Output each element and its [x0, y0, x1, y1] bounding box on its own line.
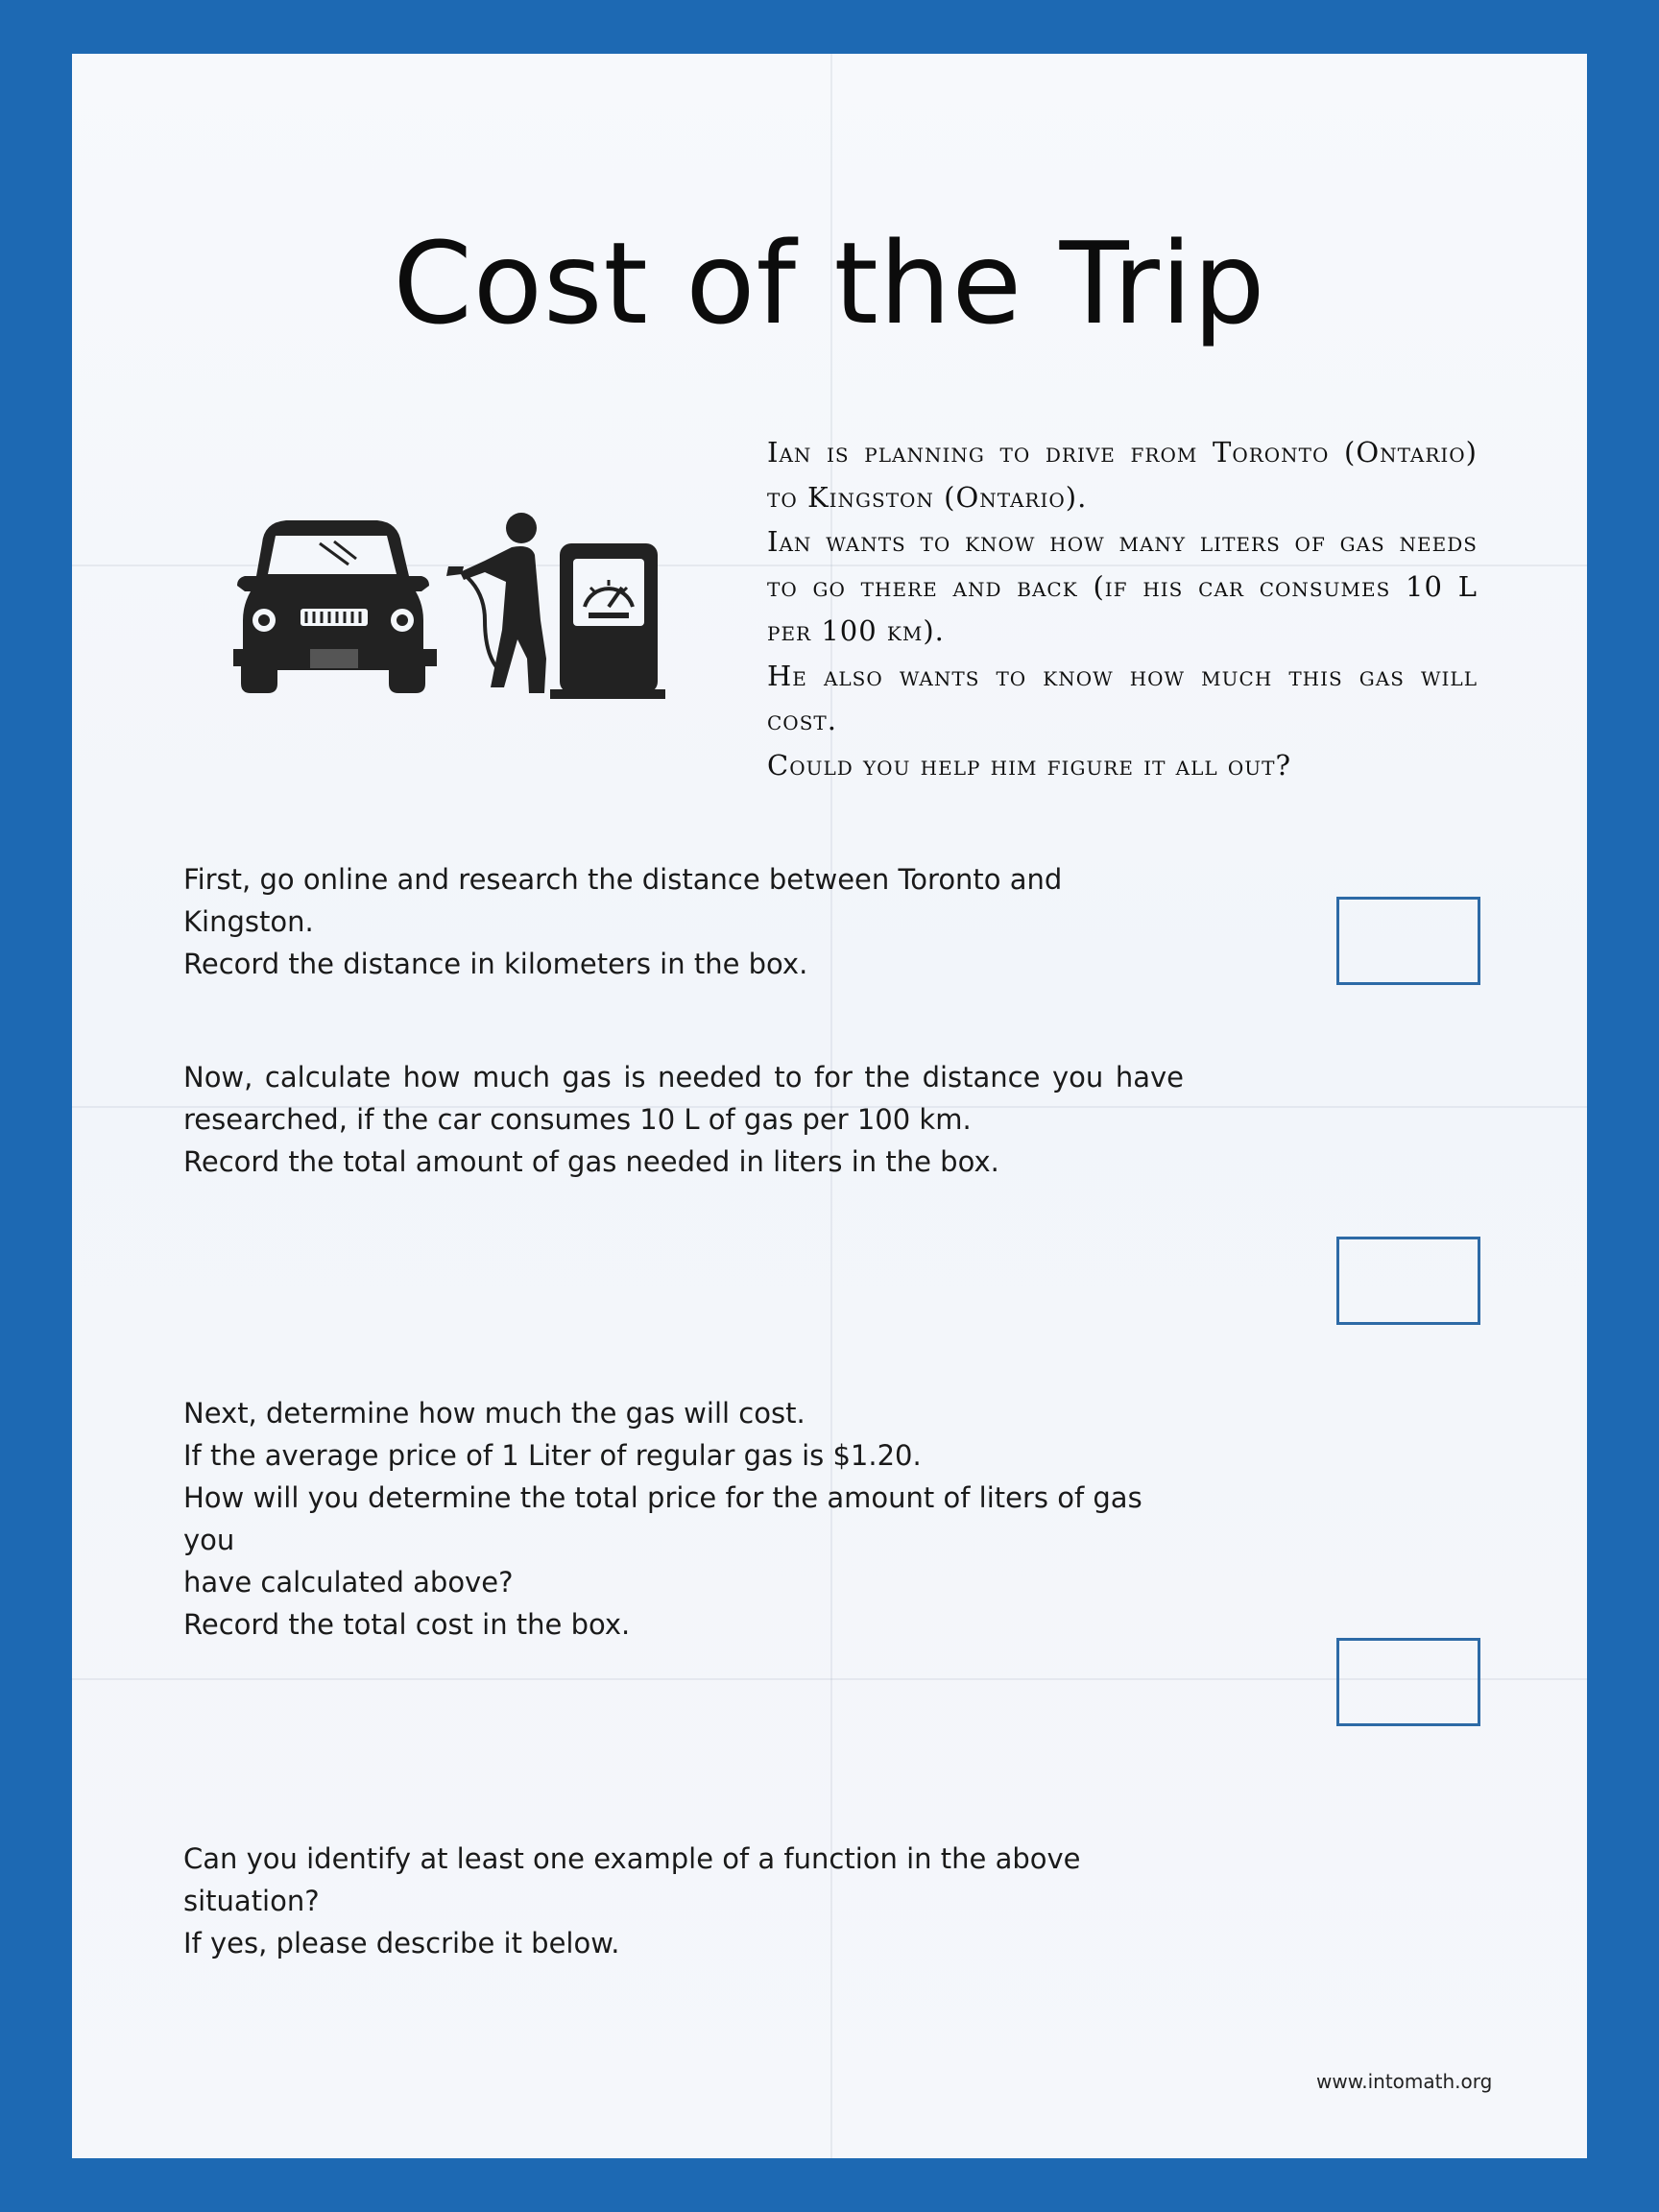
step-line: How will you determine the total price for the amount of liters of gas you [183, 1481, 1142, 1556]
step-line: Record the total cost in the box. [183, 1608, 631, 1641]
page-title: Cost of the Trip [393, 217, 1266, 349]
distance-answer-box[interactable] [1336, 897, 1480, 985]
gas-pump-icon [550, 543, 665, 699]
worksheet-page [72, 54, 1587, 2158]
step-line: researched, if the car consumes 10 L of gas per 100 km. [183, 1103, 972, 1136]
step-line: If the average price of 1 Liter of regular gas is $1.20. [183, 1439, 922, 1472]
step-4-function [183, 1838, 1184, 1964]
step-line: Now, calculate how much gas is needed to for the distance you have [183, 1061, 1184, 1094]
cost-answer-box[interactable] [1336, 1638, 1480, 1726]
refuel-illustration [233, 505, 665, 711]
step-line: Next, determine how much the gas will cost. [183, 1397, 805, 1430]
intro-line: Ian is planning to drive from Toronto (Ontario) to Kingston (Ontario). [767, 436, 1478, 514]
step-line: have calculated above? [183, 1566, 514, 1599]
step-line: Can you identify at least one example of a function in the above situation? [183, 1842, 1081, 1917]
step-3-cost [183, 1392, 1184, 1646]
step-line: If yes, please describe it below. [183, 1927, 620, 1960]
step-line: First, go online and research the distance between Toronto and Kingston. [183, 863, 1063, 938]
footer-url: www.intomath.org [1316, 2070, 1493, 2093]
intro-line: He also wants to know how much this gas will cost. [767, 659, 1478, 736]
step-2-gas-needed [183, 1056, 1184, 1183]
step-line: Record the distance in kilometers in the box. [183, 948, 808, 980]
intro-text [767, 430, 1478, 787]
step-line: Record the total amount of gas needed in liters in the box. [183, 1145, 999, 1178]
intro-line: Could you help him figure it all out? [767, 748, 1291, 781]
step-1-distance [183, 858, 1184, 985]
person-pumping-gas-icon [446, 513, 546, 693]
intro-line: Ian wants to know how many liters of gas needs to go there and back (if his car consumes 10 L per 100 km). [767, 525, 1478, 647]
liters-answer-box[interactable] [1336, 1237, 1480, 1325]
car-icon [233, 520, 437, 693]
